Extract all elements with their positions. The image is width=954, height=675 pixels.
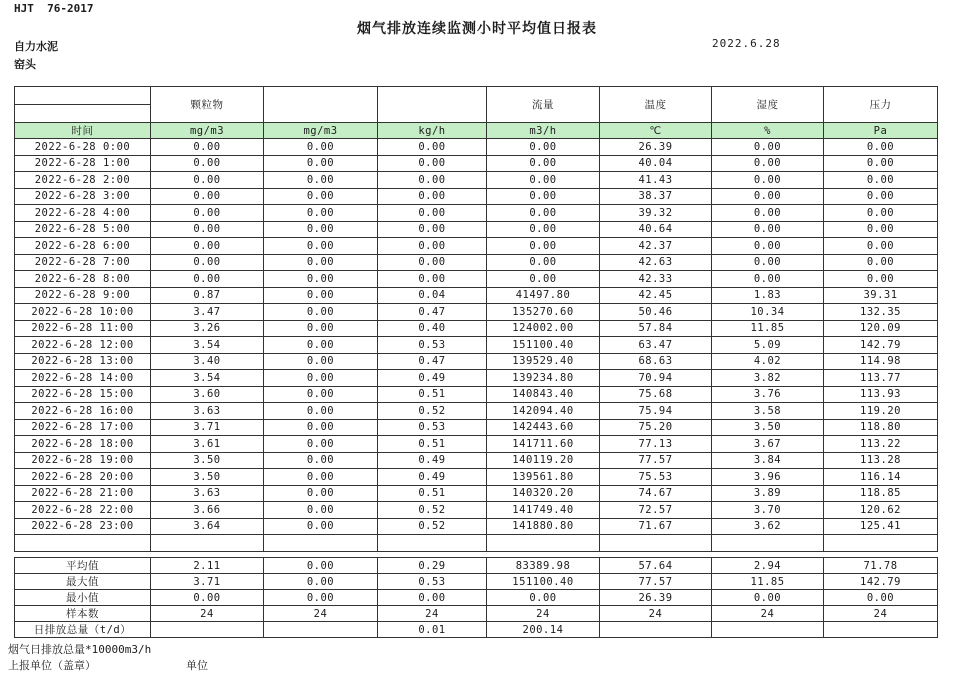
value-cell: 0.00 xyxy=(264,139,378,156)
table-row xyxy=(15,238,938,255)
value-cell: 0.00 xyxy=(712,188,824,205)
table-row xyxy=(15,287,938,304)
value-cell: 139561.80 xyxy=(487,469,600,486)
value-cell: 3.82 xyxy=(712,370,824,387)
value-cell: 3.61 xyxy=(151,436,264,453)
value-cell: 0.00 xyxy=(824,271,938,288)
table-row xyxy=(15,518,938,535)
time-cell: 2022-6-28 8:00 xyxy=(15,271,151,288)
value-cell: 0.00 xyxy=(264,353,378,370)
table-row xyxy=(15,304,938,321)
value-cell: 3.96 xyxy=(712,469,824,486)
value-cell: 24 xyxy=(151,606,264,622)
value-cell: 0.87 xyxy=(151,287,264,304)
value-cell: 0.00 xyxy=(487,590,600,606)
value-cell xyxy=(151,535,264,552)
value-cell: 0.00 xyxy=(824,188,938,205)
value-cell: 11.85 xyxy=(712,574,824,590)
table-row xyxy=(15,403,938,420)
value-cell: 141711.60 xyxy=(487,436,600,453)
value-cell: 0.00 xyxy=(264,172,378,189)
value-cell: 3.71 xyxy=(151,574,264,590)
value-cell: 72.57 xyxy=(600,502,712,519)
value-cell: 0.00 xyxy=(712,271,824,288)
value-cell: 139234.80 xyxy=(487,370,600,387)
value-cell: 0.00 xyxy=(378,188,487,205)
value-cell: 0.00 xyxy=(264,155,378,172)
value-cell: 39.31 xyxy=(824,287,938,304)
value-cell: 0.00 xyxy=(264,452,378,469)
table-row xyxy=(15,370,938,387)
time-cell: 2022-6-28 16:00 xyxy=(15,403,151,420)
value-cell: 120.62 xyxy=(824,502,938,519)
value-cell: 125.41 xyxy=(824,518,938,535)
value-cell: 124002.00 xyxy=(487,320,600,337)
standard-code: HJT 76-2017 xyxy=(14,2,94,15)
value-cell: 0.00 xyxy=(264,590,378,606)
time-cell: 2022-6-28 5:00 xyxy=(15,221,151,238)
value-cell: 0.00 xyxy=(487,172,600,189)
value-cell: 3.47 xyxy=(151,304,264,321)
value-cell: 0.49 xyxy=(378,452,487,469)
time-cell: 2022-6-28 0:00 xyxy=(15,139,151,156)
value-cell: 3.89 xyxy=(712,485,824,502)
value-cell: 0.00 xyxy=(378,139,487,156)
value-cell: 0.00 xyxy=(264,558,378,574)
summary-rows xyxy=(15,558,938,638)
value-cell xyxy=(487,535,600,552)
unit-label: 单位 xyxy=(186,659,208,672)
value-cell: 0.00 xyxy=(712,139,824,156)
value-cell: 0.00 xyxy=(264,403,378,420)
value-cell: 0.00 xyxy=(151,238,264,255)
value-cell: 75.53 xyxy=(600,469,712,486)
value-cell: 0.00 xyxy=(151,172,264,189)
value-cell: 119.20 xyxy=(824,403,938,420)
value-cell: 0.00 xyxy=(712,254,824,271)
value-cell: 0.52 xyxy=(378,518,487,535)
value-cell: 3.60 xyxy=(151,386,264,403)
value-cell: 70.94 xyxy=(600,370,712,387)
value-cell: 132.35 xyxy=(824,304,938,321)
value-cell: 0.00 xyxy=(824,221,938,238)
value-cell: 0.53 xyxy=(378,337,487,354)
time-cell: 2022-6-28 1:00 xyxy=(15,155,151,172)
time-cell: 2022-6-28 18:00 xyxy=(15,436,151,453)
table-row xyxy=(15,172,938,189)
table-row xyxy=(15,419,938,436)
value-cell: 0.00 xyxy=(264,485,378,502)
value-cell: 1.83 xyxy=(712,287,824,304)
value-cell: 0.29 xyxy=(378,558,487,574)
header-blank-col3 xyxy=(264,87,378,123)
summary-row xyxy=(15,622,938,638)
value-cell: 141880.80 xyxy=(487,518,600,535)
value-cell: 0.00 xyxy=(824,139,938,156)
unit-pa: Pa xyxy=(824,123,938,139)
value-cell: 0.00 xyxy=(151,155,264,172)
table-row xyxy=(15,353,938,370)
value-cell: 142.79 xyxy=(824,574,938,590)
time-cell: 2022-6-28 6:00 xyxy=(15,238,151,255)
summary-label: 日排放总量（t/d） xyxy=(15,622,151,638)
value-cell: 26.39 xyxy=(600,139,712,156)
value-cell: 0.00 xyxy=(824,172,938,189)
total-emission-note: 烟气日排放总量*10000m3/h xyxy=(8,643,152,656)
value-cell: 0.00 xyxy=(378,155,487,172)
value-cell: 0.00 xyxy=(151,590,264,606)
value-cell: 50.46 xyxy=(600,304,712,321)
value-cell: 0.00 xyxy=(824,155,938,172)
table-row xyxy=(15,221,938,238)
value-cell: 24 xyxy=(378,606,487,622)
value-cell: 142094.40 xyxy=(487,403,600,420)
time-column-label: 时间 xyxy=(15,123,151,139)
value-cell: 200.14 xyxy=(487,622,600,638)
value-cell: 3.40 xyxy=(151,353,264,370)
value-cell: 0.00 xyxy=(712,172,824,189)
value-cell: 118.80 xyxy=(824,419,938,436)
value-cell: 0.53 xyxy=(378,419,487,436)
value-cell: 3.26 xyxy=(151,320,264,337)
time-cell: 2022-6-28 10:00 xyxy=(15,304,151,321)
value-cell: 42.33 xyxy=(600,271,712,288)
value-cell: 0.49 xyxy=(378,469,487,486)
value-cell: 0.00 xyxy=(264,304,378,321)
value-cell: 0.00 xyxy=(487,238,600,255)
value-cell xyxy=(712,622,824,638)
value-cell: 63.47 xyxy=(600,337,712,354)
value-cell: 118.85 xyxy=(824,485,938,502)
separator-cell xyxy=(15,535,151,552)
value-cell: 135270.60 xyxy=(487,304,600,321)
header-blank-bottom xyxy=(15,105,151,123)
time-cell: 2022-6-28 4:00 xyxy=(15,205,151,222)
value-cell: 40.04 xyxy=(600,155,712,172)
value-cell: 0.00 xyxy=(264,469,378,486)
time-cell: 2022-6-28 3:00 xyxy=(15,188,151,205)
value-cell: 141749.40 xyxy=(487,502,600,519)
value-cell: 5.09 xyxy=(712,337,824,354)
value-cell xyxy=(264,622,378,638)
hourly-table xyxy=(14,86,938,552)
value-cell: 2.11 xyxy=(151,558,264,574)
value-cell: 75.20 xyxy=(600,419,712,436)
value-cell: 77.57 xyxy=(600,574,712,590)
value-cell: 3.76 xyxy=(712,386,824,403)
value-cell: 0.00 xyxy=(264,287,378,304)
summary-row xyxy=(15,590,938,606)
value-cell: 113.77 xyxy=(824,370,938,387)
time-cell: 2022-6-28 22:00 xyxy=(15,502,151,519)
time-cell: 2022-6-28 12:00 xyxy=(15,337,151,354)
value-cell: 0.00 xyxy=(264,320,378,337)
value-cell: 140320.20 xyxy=(487,485,600,502)
value-cell: 0.51 xyxy=(378,485,487,502)
value-cell: 0.47 xyxy=(378,353,487,370)
value-cell: 0.00 xyxy=(264,254,378,271)
value-cell: 113.93 xyxy=(824,386,938,403)
value-cell: 0.52 xyxy=(378,403,487,420)
value-cell: 0.00 xyxy=(712,221,824,238)
value-cell: 0.51 xyxy=(378,386,487,403)
value-cell: 0.00 xyxy=(712,205,824,222)
table-row xyxy=(15,271,938,288)
summary-row xyxy=(15,558,938,574)
value-cell: 3.70 xyxy=(712,502,824,519)
value-cell: 74.67 xyxy=(600,485,712,502)
value-cell: 0.00 xyxy=(378,221,487,238)
time-cell: 2022-6-28 17:00 xyxy=(15,419,151,436)
value-cell: 0.00 xyxy=(378,238,487,255)
value-cell: 0.00 xyxy=(378,590,487,606)
value-cell: 77.57 xyxy=(600,452,712,469)
value-cell: 0.00 xyxy=(264,502,378,519)
value-cell: 3.64 xyxy=(151,518,264,535)
value-cell: 3.50 xyxy=(712,419,824,436)
report-date: 2022.6.28 xyxy=(712,37,781,50)
value-cell: 3.63 xyxy=(151,485,264,502)
value-cell: 26.39 xyxy=(600,590,712,606)
value-cell: 0.00 xyxy=(151,254,264,271)
value-cell: 3.58 xyxy=(712,403,824,420)
value-cell: 0.00 xyxy=(824,254,938,271)
header-blank-col4 xyxy=(378,87,487,123)
header-blank-top xyxy=(15,87,151,105)
value-cell: 0.00 xyxy=(378,271,487,288)
value-cell: 0.00 xyxy=(824,205,938,222)
table-row xyxy=(15,337,938,354)
value-cell: 0.00 xyxy=(378,205,487,222)
value-cell: 3.54 xyxy=(151,370,264,387)
value-cell: 0.00 xyxy=(712,590,824,606)
value-cell: 142443.60 xyxy=(487,419,600,436)
value-cell: 3.50 xyxy=(151,469,264,486)
table-row xyxy=(15,485,938,502)
value-cell xyxy=(600,622,712,638)
value-cell: 0.00 xyxy=(487,221,600,238)
value-cell: 0.00 xyxy=(264,188,378,205)
value-cell: 0.00 xyxy=(487,254,600,271)
value-cell: 83389.98 xyxy=(487,558,600,574)
unit-mgm3: mg/m3 xyxy=(264,123,378,139)
value-cell: 0.00 xyxy=(264,574,378,590)
value-cell: 3.50 xyxy=(151,452,264,469)
value-cell: 3.84 xyxy=(712,452,824,469)
value-cell: 10.34 xyxy=(712,304,824,321)
value-cell: 113.28 xyxy=(824,452,938,469)
value-cell: 42.63 xyxy=(600,254,712,271)
value-cell: 0.00 xyxy=(264,518,378,535)
value-cell: 0.00 xyxy=(487,139,600,156)
value-cell: 24 xyxy=(264,606,378,622)
value-cell: 41497.80 xyxy=(487,287,600,304)
unit-celsius: ℃ xyxy=(600,123,712,139)
value-cell xyxy=(824,535,938,552)
value-cell: 0.00 xyxy=(378,254,487,271)
unit-percent: % xyxy=(712,123,824,139)
value-cell: 3.63 xyxy=(151,403,264,420)
value-cell xyxy=(712,535,824,552)
value-cell: 114.98 xyxy=(824,353,938,370)
value-cell: 120.09 xyxy=(824,320,938,337)
value-cell: 0.00 xyxy=(264,221,378,238)
time-cell: 2022-6-28 13:00 xyxy=(15,353,151,370)
value-cell: 24 xyxy=(487,606,600,622)
summary-label: 平均值 xyxy=(15,558,151,574)
monitor-point: 窑头 xyxy=(14,58,36,71)
value-cell: 0.53 xyxy=(378,574,487,590)
time-cell: 2022-6-28 23:00 xyxy=(15,518,151,535)
header-humidity: 湿度 xyxy=(712,87,824,123)
value-cell: 0.49 xyxy=(378,370,487,387)
summary-table xyxy=(14,557,938,638)
summary-label: 样本数 xyxy=(15,606,151,622)
table-row xyxy=(15,188,938,205)
separator-row xyxy=(15,535,938,552)
value-cell: 0.00 xyxy=(712,155,824,172)
table-row xyxy=(15,452,938,469)
table-row xyxy=(15,469,938,486)
value-cell: 140843.40 xyxy=(487,386,600,403)
value-cell: 42.45 xyxy=(600,287,712,304)
company-name: 自力水泥 xyxy=(14,40,58,53)
value-cell: 2.94 xyxy=(712,558,824,574)
time-cell: 2022-6-28 15:00 xyxy=(15,386,151,403)
table-row xyxy=(15,139,938,156)
value-cell: 24 xyxy=(712,606,824,622)
value-cell: 0.40 xyxy=(378,320,487,337)
value-cell: 57.84 xyxy=(600,320,712,337)
summary-row xyxy=(15,606,938,622)
summary-label: 最小值 xyxy=(15,590,151,606)
table-row xyxy=(15,155,938,172)
value-cell: 139529.40 xyxy=(487,353,600,370)
value-cell: 0.00 xyxy=(151,271,264,288)
time-cell: 2022-6-28 11:00 xyxy=(15,320,151,337)
value-cell: 0.00 xyxy=(264,238,378,255)
value-cell: 0.00 xyxy=(264,436,378,453)
value-cell: 0.04 xyxy=(378,287,487,304)
value-cell: 0.47 xyxy=(378,304,487,321)
header-particulate: 颗粒物 xyxy=(151,87,264,123)
value-cell: 3.62 xyxy=(712,518,824,535)
value-cell: 0.52 xyxy=(378,502,487,519)
value-cell: 3.71 xyxy=(151,419,264,436)
value-cell: 40.64 xyxy=(600,221,712,238)
value-cell: 0.00 xyxy=(151,221,264,238)
value-cell: 0.51 xyxy=(378,436,487,453)
value-cell: 77.13 xyxy=(600,436,712,453)
value-cell: 57.64 xyxy=(600,558,712,574)
table-row xyxy=(15,320,938,337)
value-cell: 0.01 xyxy=(378,622,487,638)
value-cell: 0.00 xyxy=(264,337,378,354)
value-cell: 0.00 xyxy=(264,271,378,288)
header-pressure: 压力 xyxy=(824,87,938,123)
value-cell: 0.00 xyxy=(264,370,378,387)
table-row xyxy=(15,254,938,271)
value-cell: 24 xyxy=(824,606,938,622)
value-cell: 68.63 xyxy=(600,353,712,370)
value-cell: 0.00 xyxy=(264,205,378,222)
value-cell: 0.00 xyxy=(487,205,600,222)
time-cell: 2022-6-28 19:00 xyxy=(15,452,151,469)
value-cell: 0.00 xyxy=(487,155,600,172)
value-cell: 0.00 xyxy=(378,172,487,189)
value-cell: 42.37 xyxy=(600,238,712,255)
value-cell xyxy=(824,622,938,638)
report-unit-label: 上报单位（盖章） xyxy=(8,659,96,672)
value-cell: 75.94 xyxy=(600,403,712,420)
table-row xyxy=(15,502,938,519)
value-cell: 142.79 xyxy=(824,337,938,354)
summary-label: 最大值 xyxy=(15,574,151,590)
time-cell: 2022-6-28 14:00 xyxy=(15,370,151,387)
unit-m3h: m3/h xyxy=(487,123,600,139)
unit-kgh: kg/h xyxy=(378,123,487,139)
value-cell: 0.00 xyxy=(151,139,264,156)
time-cell: 2022-6-28 2:00 xyxy=(15,172,151,189)
value-cell: 3.67 xyxy=(712,436,824,453)
value-cell: 3.66 xyxy=(151,502,264,519)
value-cell: 0.00 xyxy=(264,386,378,403)
unit-pm-mgm3: mg/m3 xyxy=(151,123,264,139)
value-cell: 0.00 xyxy=(151,205,264,222)
value-cell: 41.43 xyxy=(600,172,712,189)
value-cell: 116.14 xyxy=(824,469,938,486)
value-cell xyxy=(378,535,487,552)
value-cell: 39.32 xyxy=(600,205,712,222)
summary-row xyxy=(15,574,938,590)
value-cell: 71.67 xyxy=(600,518,712,535)
report-title: 烟气排放连续监测小时平均值日报表 xyxy=(357,21,597,37)
time-cell: 2022-6-28 20:00 xyxy=(15,469,151,486)
time-cell: 2022-6-28 21:00 xyxy=(15,485,151,502)
value-cell: 0.00 xyxy=(824,590,938,606)
value-cell: 140119.20 xyxy=(487,452,600,469)
value-cell: 151100.40 xyxy=(487,574,600,590)
value-cell: 0.00 xyxy=(487,271,600,288)
value-cell: 75.68 xyxy=(600,386,712,403)
table-row xyxy=(15,205,938,222)
value-cell: 0.00 xyxy=(487,188,600,205)
value-cell: 0.00 xyxy=(264,419,378,436)
value-cell: 0.00 xyxy=(712,238,824,255)
table-row xyxy=(15,436,938,453)
time-cell: 2022-6-28 7:00 xyxy=(15,254,151,271)
value-cell: 0.00 xyxy=(151,188,264,205)
table-row xyxy=(15,386,938,403)
value-cell: 11.85 xyxy=(712,320,824,337)
value-cell: 4.02 xyxy=(712,353,824,370)
value-cell: 151100.40 xyxy=(487,337,600,354)
value-cell xyxy=(151,622,264,638)
value-cell: 113.22 xyxy=(824,436,938,453)
hour-rows xyxy=(15,139,938,552)
value-cell: 71.78 xyxy=(824,558,938,574)
value-cell: 3.54 xyxy=(151,337,264,354)
value-cell: 24 xyxy=(600,606,712,622)
header-temperature: 温度 xyxy=(600,87,712,123)
header-flow: 流量 xyxy=(487,87,600,123)
time-cell: 2022-6-28 9:00 xyxy=(15,287,151,304)
value-cell xyxy=(600,535,712,552)
value-cell xyxy=(264,535,378,552)
value-cell: 38.37 xyxy=(600,188,712,205)
value-cell: 0.00 xyxy=(824,238,938,255)
